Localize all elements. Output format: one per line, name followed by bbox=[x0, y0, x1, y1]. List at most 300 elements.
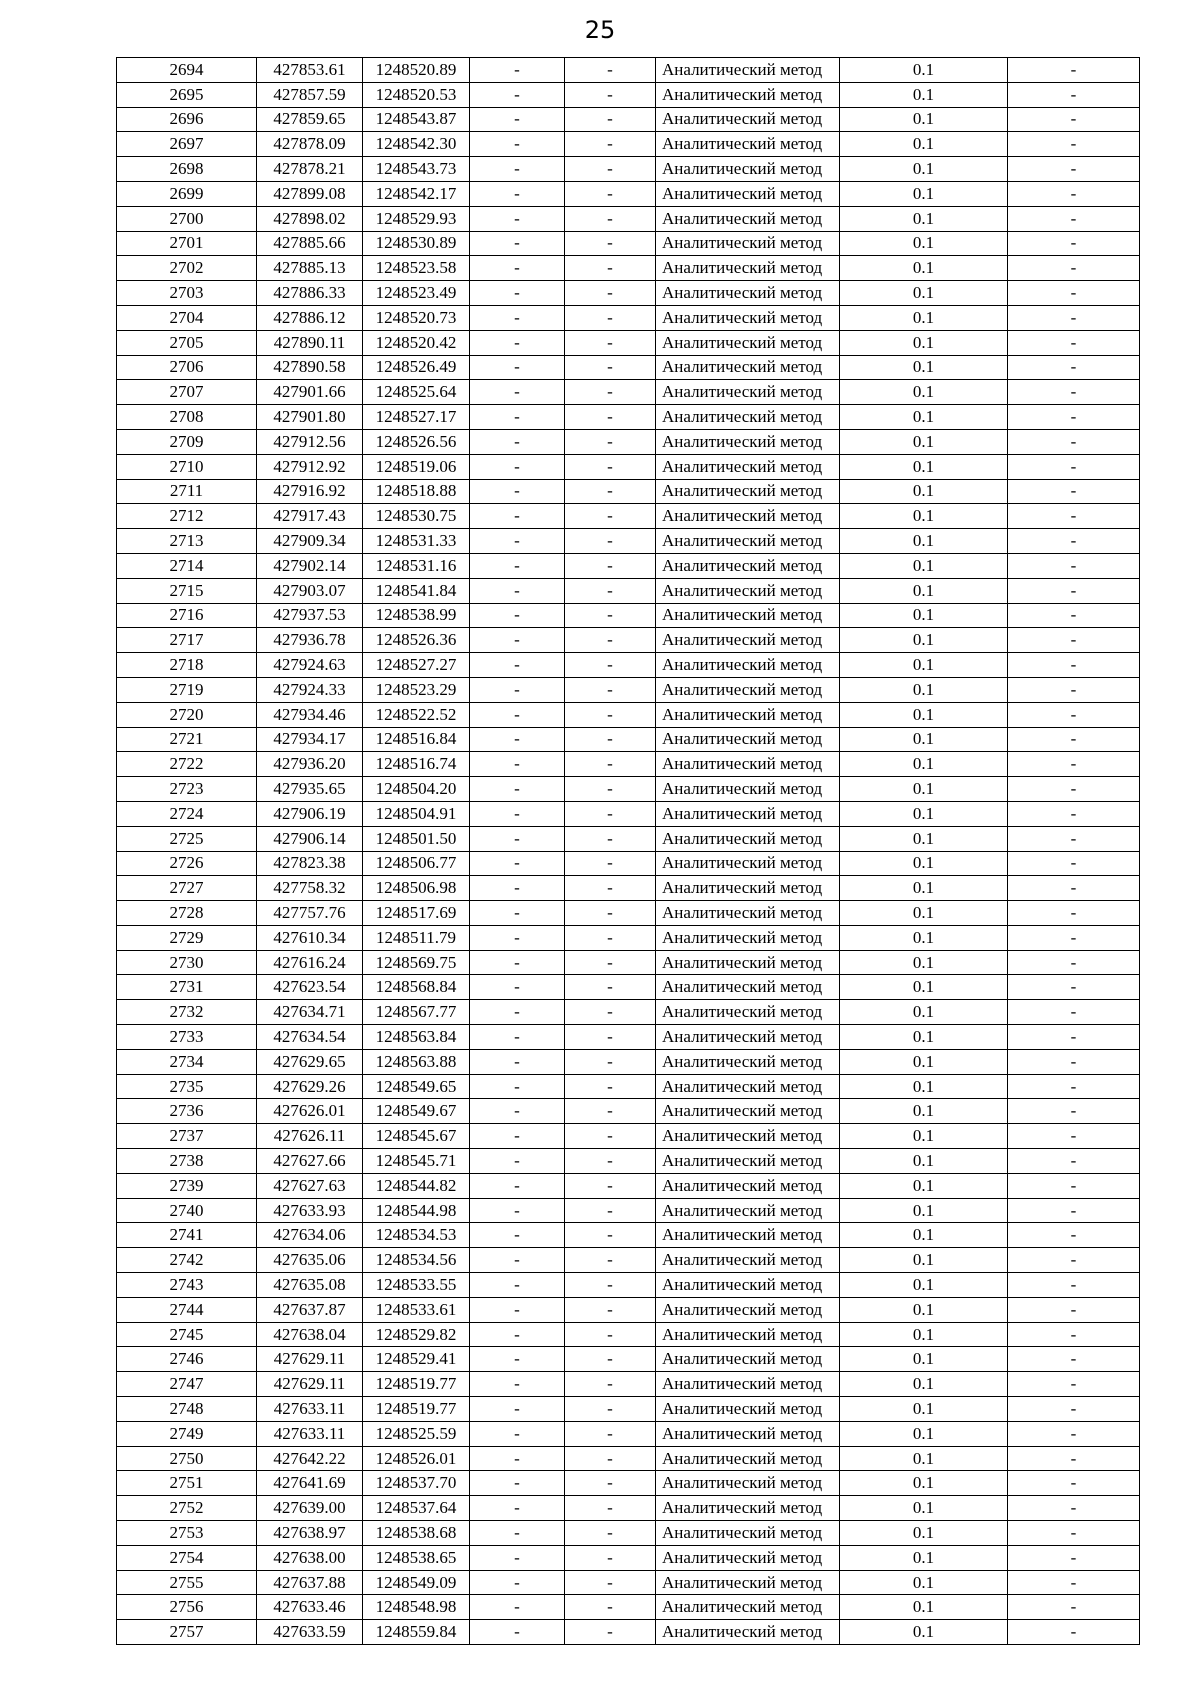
point-number-cell: 2698 bbox=[117, 157, 257, 182]
point-number-cell: 2705 bbox=[117, 330, 257, 355]
point-number-cell: 2702 bbox=[117, 256, 257, 281]
empty-cell-b: - bbox=[565, 256, 656, 281]
point-number-cell: 2741 bbox=[117, 1223, 257, 1248]
empty-cell-a: - bbox=[470, 1099, 565, 1124]
accuracy-cell: 0.1 bbox=[840, 777, 1008, 802]
x-coordinate-cell: 427917.43 bbox=[257, 504, 363, 529]
empty-cell-b: - bbox=[565, 702, 656, 727]
empty-cell-b: - bbox=[565, 1173, 656, 1198]
x-coordinate-cell: 427638.04 bbox=[257, 1322, 363, 1347]
point-number-cell: 2716 bbox=[117, 603, 257, 628]
method-cell: Аналитический метод bbox=[656, 107, 840, 132]
method-cell: Аналитический метод bbox=[656, 1074, 840, 1099]
empty-cell-b: - bbox=[565, 157, 656, 182]
accuracy-cell: 0.1 bbox=[840, 1545, 1008, 1570]
accuracy-cell: 0.1 bbox=[840, 1074, 1008, 1099]
x-coordinate-cell: 427906.19 bbox=[257, 801, 363, 826]
accuracy-cell: 0.1 bbox=[840, 1025, 1008, 1050]
empty-cell-a: - bbox=[470, 677, 565, 702]
table-row bbox=[117, 330, 1140, 355]
accuracy-cell: 0.1 bbox=[840, 1049, 1008, 1074]
empty-cell-b: - bbox=[565, 975, 656, 1000]
y-coordinate-cell: 1248523.29 bbox=[363, 677, 470, 702]
accuracy-cell: 0.1 bbox=[840, 1446, 1008, 1471]
accuracy-cell: 0.1 bbox=[840, 1322, 1008, 1347]
y-coordinate-cell: 1248506.77 bbox=[363, 851, 470, 876]
empty-cell-a: - bbox=[470, 1446, 565, 1471]
empty-cell-a: - bbox=[470, 1049, 565, 1074]
method-cell: Аналитический метод bbox=[656, 901, 840, 926]
y-coordinate-cell: 1248530.89 bbox=[363, 231, 470, 256]
empty-cell-b: - bbox=[565, 1595, 656, 1620]
empty-cell-c: - bbox=[1008, 1149, 1140, 1174]
empty-cell-b: - bbox=[565, 1322, 656, 1347]
empty-cell-b: - bbox=[565, 82, 656, 107]
empty-cell-c: - bbox=[1008, 231, 1140, 256]
method-cell: Аналитический метод bbox=[656, 157, 840, 182]
table-row bbox=[117, 181, 1140, 206]
point-number-cell: 2696 bbox=[117, 107, 257, 132]
accuracy-cell: 0.1 bbox=[840, 801, 1008, 826]
method-cell: Аналитический метод bbox=[656, 702, 840, 727]
method-cell: Аналитический метод bbox=[656, 281, 840, 306]
y-coordinate-cell: 1248531.16 bbox=[363, 553, 470, 578]
table-row bbox=[117, 702, 1140, 727]
x-coordinate-cell: 427610.34 bbox=[257, 925, 363, 950]
empty-cell-c: - bbox=[1008, 1273, 1140, 1298]
empty-cell-b: - bbox=[565, 925, 656, 950]
method-cell: Аналитический метод bbox=[656, 1297, 840, 1322]
empty-cell-b: - bbox=[565, 1347, 656, 1372]
empty-cell-a: - bbox=[470, 1025, 565, 1050]
y-coordinate-cell: 1248519.06 bbox=[363, 454, 470, 479]
x-coordinate-cell: 427936.78 bbox=[257, 628, 363, 653]
x-coordinate-cell: 427912.92 bbox=[257, 454, 363, 479]
method-cell: Аналитический метод bbox=[656, 181, 840, 206]
empty-cell-a: - bbox=[470, 1198, 565, 1223]
x-coordinate-cell: 427924.33 bbox=[257, 677, 363, 702]
x-coordinate-cell: 427634.54 bbox=[257, 1025, 363, 1050]
table-row bbox=[117, 1595, 1140, 1620]
empty-cell-b: - bbox=[565, 405, 656, 430]
empty-cell-c: - bbox=[1008, 1297, 1140, 1322]
x-coordinate-cell: 427935.65 bbox=[257, 777, 363, 802]
method-cell: Аналитический метод bbox=[656, 752, 840, 777]
point-number-cell: 2730 bbox=[117, 950, 257, 975]
empty-cell-b: - bbox=[565, 231, 656, 256]
empty-cell-a: - bbox=[470, 330, 565, 355]
accuracy-cell: 0.1 bbox=[840, 1521, 1008, 1546]
y-coordinate-cell: 1248537.70 bbox=[363, 1471, 470, 1496]
empty-cell-c: - bbox=[1008, 1223, 1140, 1248]
empty-cell-c: - bbox=[1008, 1025, 1140, 1050]
accuracy-cell: 0.1 bbox=[840, 231, 1008, 256]
empty-cell-c: - bbox=[1008, 925, 1140, 950]
method-cell: Аналитический метод bbox=[656, 1273, 840, 1298]
empty-cell-c: - bbox=[1008, 901, 1140, 926]
x-coordinate-cell: 427757.76 bbox=[257, 901, 363, 926]
y-coordinate-cell: 1248526.01 bbox=[363, 1446, 470, 1471]
accuracy-cell: 0.1 bbox=[840, 553, 1008, 578]
point-number-cell: 2737 bbox=[117, 1124, 257, 1149]
accuracy-cell: 0.1 bbox=[840, 1397, 1008, 1422]
empty-cell-b: - bbox=[565, 1620, 656, 1645]
x-coordinate-cell: 427890.58 bbox=[257, 355, 363, 380]
accuracy-cell: 0.1 bbox=[840, 1149, 1008, 1174]
point-number-cell: 2745 bbox=[117, 1322, 257, 1347]
y-coordinate-cell: 1248520.42 bbox=[363, 330, 470, 355]
method-cell: Аналитический метод bbox=[656, 950, 840, 975]
page-number: 25 bbox=[584, 16, 616, 44]
table-row bbox=[117, 1397, 1140, 1422]
accuracy-cell: 0.1 bbox=[840, 1198, 1008, 1223]
empty-cell-a: - bbox=[470, 281, 565, 306]
empty-cell-c: - bbox=[1008, 355, 1140, 380]
empty-cell-a: - bbox=[470, 1223, 565, 1248]
method-cell: Аналитический метод bbox=[656, 628, 840, 653]
y-coordinate-cell: 1248549.09 bbox=[363, 1570, 470, 1595]
empty-cell-b: - bbox=[565, 603, 656, 628]
empty-cell-c: - bbox=[1008, 1620, 1140, 1645]
empty-cell-a: - bbox=[470, 231, 565, 256]
empty-cell-b: - bbox=[565, 355, 656, 380]
method-cell: Аналитический метод bbox=[656, 578, 840, 603]
empty-cell-c: - bbox=[1008, 529, 1140, 554]
method-cell: Аналитический метод bbox=[656, 330, 840, 355]
point-number-cell: 2717 bbox=[117, 628, 257, 653]
empty-cell-c: - bbox=[1008, 1496, 1140, 1521]
empty-cell-c: - bbox=[1008, 157, 1140, 182]
accuracy-cell: 0.1 bbox=[840, 702, 1008, 727]
x-coordinate-cell: 427634.71 bbox=[257, 1000, 363, 1025]
method-cell: Аналитический метод bbox=[656, 529, 840, 554]
x-coordinate-cell: 427859.65 bbox=[257, 107, 363, 132]
empty-cell-c: - bbox=[1008, 1322, 1140, 1347]
table-row bbox=[117, 82, 1140, 107]
empty-cell-c: - bbox=[1008, 1397, 1140, 1422]
empty-cell-c: - bbox=[1008, 1000, 1140, 1025]
accuracy-cell: 0.1 bbox=[840, 1471, 1008, 1496]
x-coordinate-cell: 427627.63 bbox=[257, 1173, 363, 1198]
method-cell: Аналитический метод bbox=[656, 1397, 840, 1422]
empty-cell-a: - bbox=[470, 851, 565, 876]
table-row bbox=[117, 1347, 1140, 1372]
y-coordinate-cell: 1248563.88 bbox=[363, 1049, 470, 1074]
accuracy-cell: 0.1 bbox=[840, 975, 1008, 1000]
point-number-cell: 2756 bbox=[117, 1595, 257, 1620]
table-row bbox=[117, 950, 1140, 975]
table-row bbox=[117, 157, 1140, 182]
accuracy-cell: 0.1 bbox=[840, 578, 1008, 603]
x-coordinate-cell: 427634.06 bbox=[257, 1223, 363, 1248]
x-coordinate-cell: 427886.33 bbox=[257, 281, 363, 306]
accuracy-cell: 0.1 bbox=[840, 851, 1008, 876]
method-cell: Аналитический метод bbox=[656, 1049, 840, 1074]
accuracy-cell: 0.1 bbox=[840, 529, 1008, 554]
empty-cell-a: - bbox=[470, 479, 565, 504]
accuracy-cell: 0.1 bbox=[840, 181, 1008, 206]
x-coordinate-cell: 427886.12 bbox=[257, 305, 363, 330]
empty-cell-c: - bbox=[1008, 504, 1140, 529]
method-cell: Аналитический метод bbox=[656, 1000, 840, 1025]
accuracy-cell: 0.1 bbox=[840, 305, 1008, 330]
empty-cell-b: - bbox=[565, 1297, 656, 1322]
y-coordinate-cell: 1248543.87 bbox=[363, 107, 470, 132]
accuracy-cell: 0.1 bbox=[840, 1248, 1008, 1273]
empty-cell-b: - bbox=[565, 380, 656, 405]
x-coordinate-cell: 427899.08 bbox=[257, 181, 363, 206]
point-number-cell: 2706 bbox=[117, 355, 257, 380]
empty-cell-a: - bbox=[470, 901, 565, 926]
empty-cell-c: - bbox=[1008, 801, 1140, 826]
point-number-cell: 2704 bbox=[117, 305, 257, 330]
x-coordinate-cell: 427616.24 bbox=[257, 950, 363, 975]
point-number-cell: 2732 bbox=[117, 1000, 257, 1025]
method-cell: Аналитический метод bbox=[656, 380, 840, 405]
y-coordinate-cell: 1248504.20 bbox=[363, 777, 470, 802]
empty-cell-c: - bbox=[1008, 851, 1140, 876]
x-coordinate-cell: 427627.66 bbox=[257, 1149, 363, 1174]
method-cell: Аналитический метод bbox=[656, 1372, 840, 1397]
empty-cell-b: - bbox=[565, 1198, 656, 1223]
method-cell: Аналитический метод bbox=[656, 826, 840, 851]
table-row bbox=[117, 231, 1140, 256]
empty-cell-b: - bbox=[565, 454, 656, 479]
empty-cell-c: - bbox=[1008, 454, 1140, 479]
empty-cell-a: - bbox=[470, 504, 565, 529]
empty-cell-c: - bbox=[1008, 553, 1140, 578]
empty-cell-b: - bbox=[565, 132, 656, 157]
empty-cell-c: - bbox=[1008, 429, 1140, 454]
table-row bbox=[117, 801, 1140, 826]
empty-cell-a: - bbox=[470, 727, 565, 752]
x-coordinate-cell: 427635.06 bbox=[257, 1248, 363, 1273]
y-coordinate-cell: 1248520.53 bbox=[363, 82, 470, 107]
y-coordinate-cell: 1248523.58 bbox=[363, 256, 470, 281]
accuracy-cell: 0.1 bbox=[840, 330, 1008, 355]
point-number-cell: 2749 bbox=[117, 1421, 257, 1446]
accuracy-cell: 0.1 bbox=[840, 1173, 1008, 1198]
empty-cell-a: - bbox=[470, 975, 565, 1000]
empty-cell-a: - bbox=[470, 58, 565, 83]
method-cell: Аналитический метод bbox=[656, 429, 840, 454]
accuracy-cell: 0.1 bbox=[840, 727, 1008, 752]
y-coordinate-cell: 1248569.75 bbox=[363, 950, 470, 975]
point-number-cell: 2712 bbox=[117, 504, 257, 529]
y-coordinate-cell: 1248542.30 bbox=[363, 132, 470, 157]
empty-cell-a: - bbox=[470, 429, 565, 454]
method-cell: Аналитический метод bbox=[656, 677, 840, 702]
method-cell: Аналитический метод bbox=[656, 1620, 840, 1645]
method-cell: Аналитический метод bbox=[656, 1223, 840, 1248]
point-number-cell: 2727 bbox=[117, 876, 257, 901]
point-number-cell: 2709 bbox=[117, 429, 257, 454]
y-coordinate-cell: 1248520.73 bbox=[363, 305, 470, 330]
table-row bbox=[117, 454, 1140, 479]
empty-cell-a: - bbox=[470, 1124, 565, 1149]
empty-cell-b: - bbox=[565, 1397, 656, 1422]
y-coordinate-cell: 1248543.73 bbox=[363, 157, 470, 182]
accuracy-cell: 0.1 bbox=[840, 157, 1008, 182]
table-row bbox=[117, 529, 1140, 554]
empty-cell-c: - bbox=[1008, 826, 1140, 851]
empty-cell-c: - bbox=[1008, 132, 1140, 157]
empty-cell-b: - bbox=[565, 479, 656, 504]
empty-cell-b: - bbox=[565, 107, 656, 132]
empty-cell-a: - bbox=[470, 1074, 565, 1099]
empty-cell-a: - bbox=[470, 1347, 565, 1372]
accuracy-cell: 0.1 bbox=[840, 1223, 1008, 1248]
empty-cell-b: - bbox=[565, 1000, 656, 1025]
empty-cell-b: - bbox=[565, 330, 656, 355]
empty-cell-b: - bbox=[565, 281, 656, 306]
empty-cell-a: - bbox=[470, 1496, 565, 1521]
y-coordinate-cell: 1248516.74 bbox=[363, 752, 470, 777]
empty-cell-b: - bbox=[565, 553, 656, 578]
y-coordinate-cell: 1248526.56 bbox=[363, 429, 470, 454]
point-number-cell: 2729 bbox=[117, 925, 257, 950]
accuracy-cell: 0.1 bbox=[840, 901, 1008, 926]
empty-cell-c: - bbox=[1008, 1570, 1140, 1595]
x-coordinate-cell: 427878.21 bbox=[257, 157, 363, 182]
method-cell: Аналитический метод bbox=[656, 975, 840, 1000]
empty-cell-c: - bbox=[1008, 1198, 1140, 1223]
empty-cell-b: - bbox=[565, 181, 656, 206]
y-coordinate-cell: 1248538.99 bbox=[363, 603, 470, 628]
method-cell: Аналитический метод bbox=[656, 256, 840, 281]
empty-cell-a: - bbox=[470, 1397, 565, 1422]
point-number-cell: 2722 bbox=[117, 752, 257, 777]
table-row bbox=[117, 1421, 1140, 1446]
accuracy-cell: 0.1 bbox=[840, 603, 1008, 628]
y-coordinate-cell: 1248516.84 bbox=[363, 727, 470, 752]
empty-cell-b: - bbox=[565, 1049, 656, 1074]
accuracy-cell: 0.1 bbox=[840, 1595, 1008, 1620]
y-coordinate-cell: 1248541.84 bbox=[363, 578, 470, 603]
empty-cell-a: - bbox=[470, 1000, 565, 1025]
point-number-cell: 2735 bbox=[117, 1074, 257, 1099]
table-row bbox=[117, 1322, 1140, 1347]
empty-cell-c: - bbox=[1008, 876, 1140, 901]
empty-cell-b: - bbox=[565, 1099, 656, 1124]
x-coordinate-cell: 427906.14 bbox=[257, 826, 363, 851]
accuracy-cell: 0.1 bbox=[840, 752, 1008, 777]
x-coordinate-cell: 427641.69 bbox=[257, 1471, 363, 1496]
x-coordinate-cell: 427758.32 bbox=[257, 876, 363, 901]
x-coordinate-cell: 427638.97 bbox=[257, 1521, 363, 1546]
table-row bbox=[117, 107, 1140, 132]
empty-cell-c: - bbox=[1008, 206, 1140, 231]
point-number-cell: 2738 bbox=[117, 1149, 257, 1174]
table-row bbox=[117, 355, 1140, 380]
y-coordinate-cell: 1248519.77 bbox=[363, 1397, 470, 1422]
x-coordinate-cell: 427626.01 bbox=[257, 1099, 363, 1124]
point-number-cell: 2699 bbox=[117, 181, 257, 206]
empty-cell-b: - bbox=[565, 1124, 656, 1149]
point-number-cell: 2752 bbox=[117, 1496, 257, 1521]
empty-cell-a: - bbox=[470, 801, 565, 826]
accuracy-cell: 0.1 bbox=[840, 1124, 1008, 1149]
x-coordinate-cell: 427623.54 bbox=[257, 975, 363, 1000]
empty-cell-a: - bbox=[470, 157, 565, 182]
x-coordinate-cell: 427934.17 bbox=[257, 727, 363, 752]
y-coordinate-cell: 1248568.84 bbox=[363, 975, 470, 1000]
point-number-cell: 2751 bbox=[117, 1471, 257, 1496]
accuracy-cell: 0.1 bbox=[840, 132, 1008, 157]
empty-cell-b: - bbox=[565, 677, 656, 702]
empty-cell-a: - bbox=[470, 1595, 565, 1620]
point-number-cell: 2740 bbox=[117, 1198, 257, 1223]
accuracy-cell: 0.1 bbox=[840, 1347, 1008, 1372]
table-row bbox=[117, 727, 1140, 752]
empty-cell-c: - bbox=[1008, 653, 1140, 678]
accuracy-cell: 0.1 bbox=[840, 355, 1008, 380]
empty-cell-a: - bbox=[470, 777, 565, 802]
empty-cell-c: - bbox=[1008, 677, 1140, 702]
empty-cell-b: - bbox=[565, 1545, 656, 1570]
table-row bbox=[117, 975, 1140, 1000]
empty-cell-c: - bbox=[1008, 975, 1140, 1000]
empty-cell-a: - bbox=[470, 1149, 565, 1174]
x-coordinate-cell: 427638.00 bbox=[257, 1545, 363, 1570]
method-cell: Аналитический метод bbox=[656, 1322, 840, 1347]
empty-cell-c: - bbox=[1008, 1595, 1140, 1620]
x-coordinate-cell: 427934.46 bbox=[257, 702, 363, 727]
x-coordinate-cell: 427629.26 bbox=[257, 1074, 363, 1099]
empty-cell-b: - bbox=[565, 529, 656, 554]
point-number-cell: 2754 bbox=[117, 1545, 257, 1570]
y-coordinate-cell: 1248548.98 bbox=[363, 1595, 470, 1620]
accuracy-cell: 0.1 bbox=[840, 1421, 1008, 1446]
empty-cell-c: - bbox=[1008, 1099, 1140, 1124]
x-coordinate-cell: 427633.11 bbox=[257, 1421, 363, 1446]
empty-cell-a: - bbox=[470, 107, 565, 132]
method-cell: Аналитический метод bbox=[656, 553, 840, 578]
empty-cell-b: - bbox=[565, 206, 656, 231]
empty-cell-b: - bbox=[565, 1074, 656, 1099]
accuracy-cell: 0.1 bbox=[840, 826, 1008, 851]
empty-cell-b: - bbox=[565, 727, 656, 752]
empty-cell-c: - bbox=[1008, 727, 1140, 752]
accuracy-cell: 0.1 bbox=[840, 1372, 1008, 1397]
empty-cell-b: - bbox=[565, 429, 656, 454]
point-number-cell: 2719 bbox=[117, 677, 257, 702]
accuracy-cell: 0.1 bbox=[840, 504, 1008, 529]
table-row bbox=[117, 1000, 1140, 1025]
table-row bbox=[117, 305, 1140, 330]
table-row bbox=[117, 1620, 1140, 1645]
accuracy-cell: 0.1 bbox=[840, 256, 1008, 281]
table-row bbox=[117, 777, 1140, 802]
x-coordinate-cell: 427642.22 bbox=[257, 1446, 363, 1471]
point-number-cell: 2725 bbox=[117, 826, 257, 851]
point-number-cell: 2746 bbox=[117, 1347, 257, 1372]
empty-cell-a: - bbox=[470, 1173, 565, 1198]
method-cell: Аналитический метод bbox=[656, 801, 840, 826]
point-number-cell: 2724 bbox=[117, 801, 257, 826]
x-coordinate-cell: 427626.11 bbox=[257, 1124, 363, 1149]
y-coordinate-cell: 1248538.68 bbox=[363, 1521, 470, 1546]
point-number-cell: 2739 bbox=[117, 1173, 257, 1198]
point-number-cell: 2713 bbox=[117, 529, 257, 554]
point-number-cell: 2728 bbox=[117, 901, 257, 926]
table-row bbox=[117, 1099, 1140, 1124]
accuracy-cell: 0.1 bbox=[840, 1000, 1008, 1025]
x-coordinate-cell: 427916.92 bbox=[257, 479, 363, 504]
method-cell: Аналитический метод bbox=[656, 504, 840, 529]
method-cell: Аналитический метод bbox=[656, 1421, 840, 1446]
y-coordinate-cell: 1248506.98 bbox=[363, 876, 470, 901]
